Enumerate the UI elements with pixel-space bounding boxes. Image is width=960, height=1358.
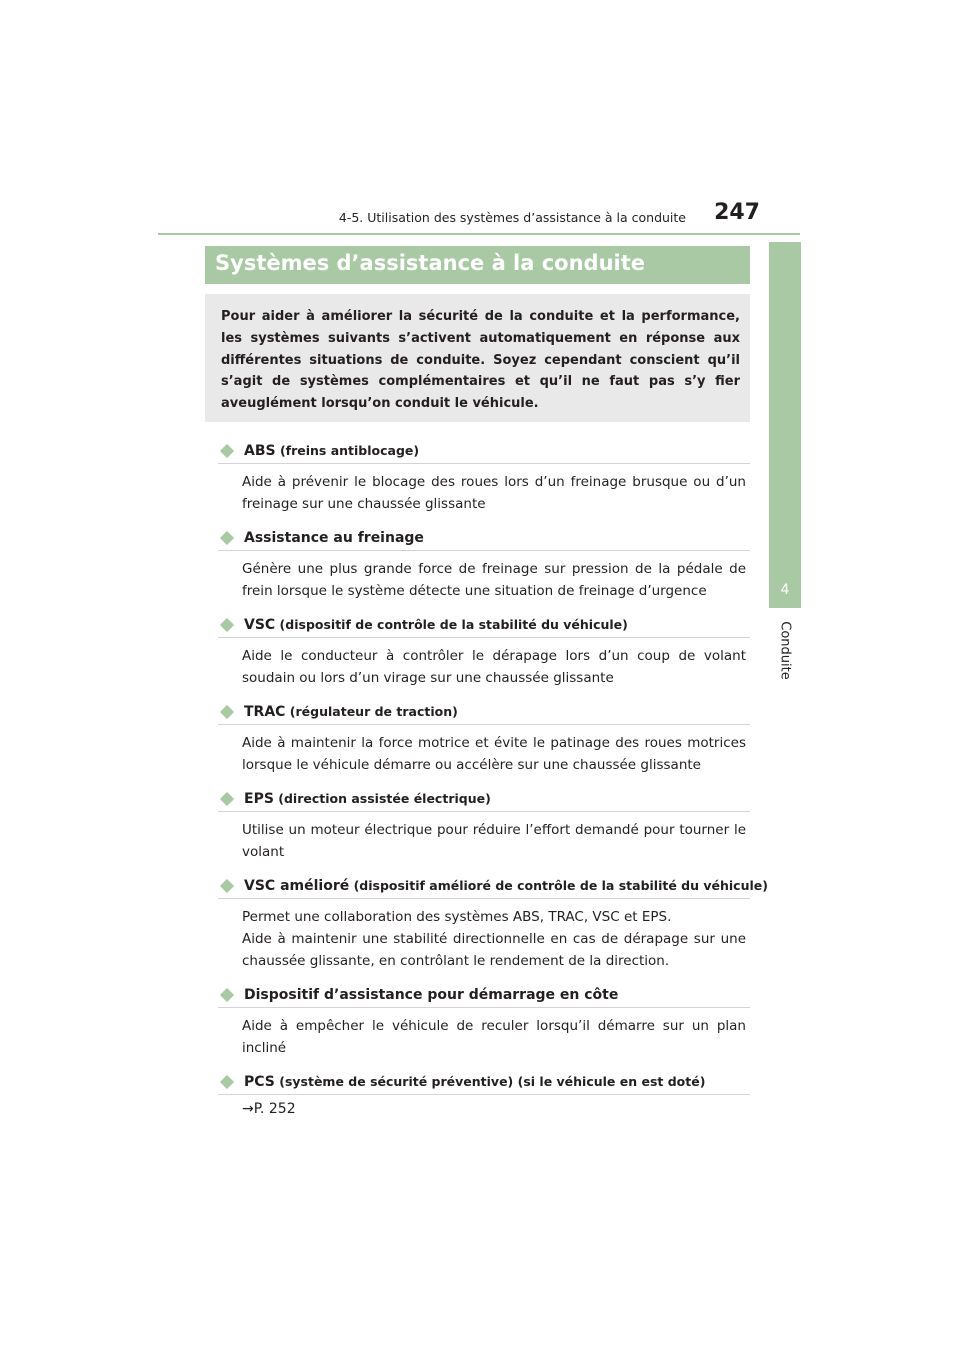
feature-brake-assist [218,525,750,602]
feature-heading [218,982,750,1008]
feature-description: Utilise un moteur électrique pour réduire l’effort demandé pour tourner le volant [242,822,746,860]
feature-description: Permet une collaboration des systèmes ABS, TRAC, VSC et EPS. Aide à maintenir une stabilité directionnelle en cas de dérapage sur une chaussée glissante, en contrôlant le rendement de la direction. [242,909,746,969]
feature-pcs [218,1069,750,1117]
diamond-bullet-icon [220,704,234,718]
feature-subtitle: (dispositif de contrôle de la stabilité du véhicule) [275,616,628,632]
chapter-tab[interactable] [769,242,801,608]
feature-title: EPS (direction assistée électrique) [244,790,491,807]
diamond-bullet-icon [220,617,234,631]
diamond-bullet-icon [220,1074,234,1088]
diamond-bullet-icon [220,530,234,544]
page-title: Systèmes d’assistance à la conduite [215,251,646,275]
feature-subtitle: (freins antiblocage) [275,442,420,458]
feature-heading [218,525,750,551]
feature-heading [218,699,750,725]
feature-title: VSC (dispositif de contrôle de la stabilité du véhicule) [244,616,628,633]
feature-heading [218,438,750,464]
page-reference-link[interactable]: →P. 252 [242,1101,296,1117]
feature-title: PCS (système de sécurité préventive) (si le véhicule en est doté) [244,1073,706,1090]
feature-title: Assistance au freinage [244,529,424,546]
feature-trac [218,699,750,776]
chapter-tab-label-wrap [766,620,804,680]
feature-title: TRAC (régulateur de traction) [244,703,458,720]
feature-description: Aide le conducteur à contrôler le dérapage lors d’un coup de volant soudain ou lors d’un virage sur une chaussée glissante [242,648,746,686]
intro-text: Pour aider à améliorer la sécurité de la conduite et la performance, les systèmes suivants s’activent automatiquement en réponse aux différentes situations de conduite. Soyez cependant conscient qu’il s’agit de systèmes complémentaires et qu’il ne faut pas s’y fier aveuglément lorsqu’on conduit le véhicule. [221,309,740,412]
feature-subtitle: (direction assistée électrique) [273,790,491,806]
feature-vsc [218,612,750,689]
feature-description: Aide à prévenir le blocage des roues lors d’un freinage brusque ou d’un freinage sur une chaussée glissante [242,474,746,512]
feature-description: Génère une plus grande force de freinage sur pression de la pédale de frein lorsque le système détecte une situation de freinage d’urgence [242,561,746,599]
feature-heading [218,1069,750,1095]
header-rule [158,233,800,235]
feature-hill-start-assist [218,982,750,1059]
intro-box [205,294,750,422]
chapter-tab-label: Conduite [777,620,793,680]
feature-enhanced-vsc [218,873,768,972]
page-number: 247 [714,200,760,225]
feature-eps [218,786,750,863]
feature-abs [218,438,750,515]
feature-title: Dispositif d’assistance pour démarrage en côte [244,986,619,1003]
feature-title: VSC amélioré (dispositif amélioré de contrôle de la stabilité du véhicule) [244,877,768,894]
diamond-bullet-icon [220,987,234,1001]
section-title: 4-5. Utilisation des systèmes d’assistance à la conduite [338,210,686,225]
feature-heading [218,612,750,638]
feature-subtitle: (régulateur de traction) [285,703,458,719]
chapter-tab-number: 4 [780,582,790,598]
feature-heading [218,786,750,812]
feature-list [218,438,768,1127]
diamond-bullet-icon [220,443,234,457]
feature-heading [218,873,768,899]
feature-title: ABS (freins antiblocage) [244,442,420,459]
feature-subtitle: (dispositif amélioré de contrôle de la stabilité du véhicule) [349,877,768,893]
feature-description: Aide à maintenir la force motrice et évite le patinage des roues motrices lorsque le véhicule démarre ou accélère sur une chaussée glissante [242,735,746,773]
page-title-bar [205,246,750,284]
diamond-bullet-icon [220,791,234,805]
feature-description: Aide à empêcher le véhicule de reculer lorsqu’il démarre sur un plan incliné [242,1018,746,1056]
feature-subtitle: (système de sécurité préventive) (si le véhicule en est doté) [274,1073,706,1089]
diamond-bullet-icon [220,878,234,892]
